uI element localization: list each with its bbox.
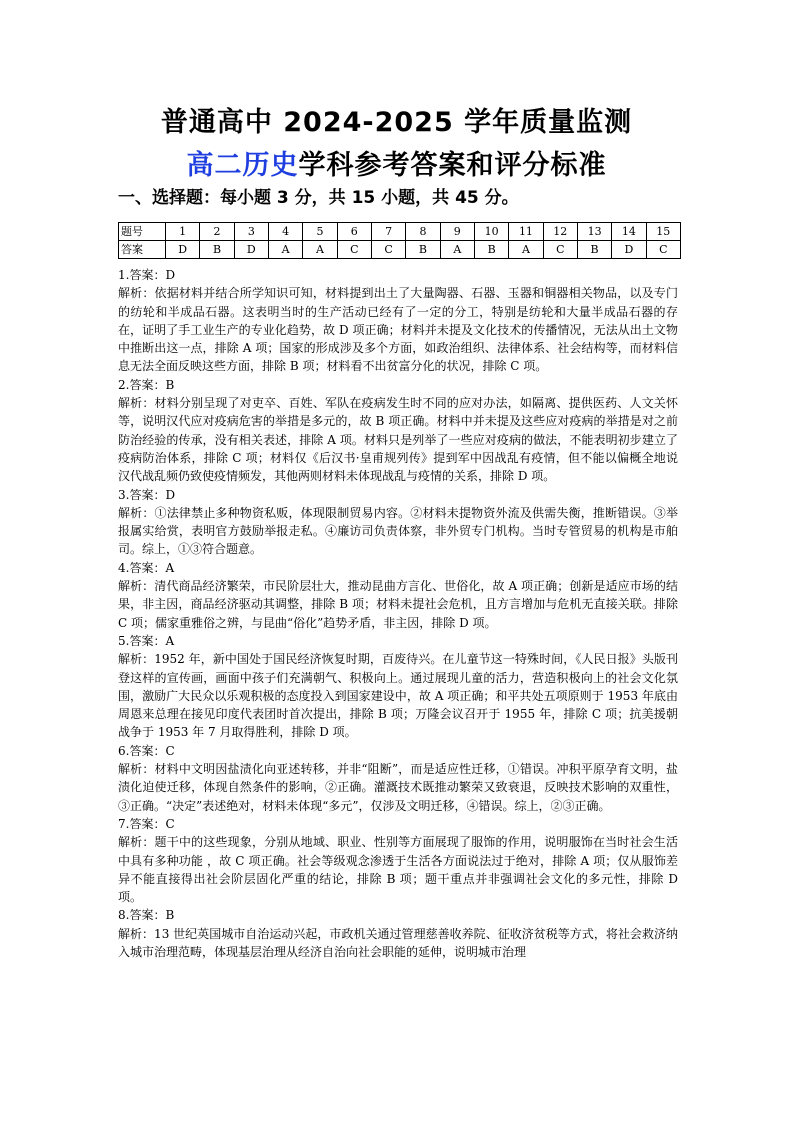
answer-cell: A xyxy=(440,241,474,259)
question-number-row xyxy=(119,223,681,241)
answer-row xyxy=(119,241,681,259)
answer-cell: C xyxy=(337,241,371,259)
question-number-cell: 6 xyxy=(337,223,371,241)
answer-line: 8.答案：B xyxy=(118,908,175,923)
analysis-paragraph: 解析：13 世纪英国城市自治运动兴起，市政机关通过管理慈善收养院、征收济贫税等方式，将社会救济纳入城市治理范畴，体现基层治理从经济自治向社会职能的延伸，说明城市治理 xyxy=(118,926,678,959)
answer-cell: A xyxy=(268,241,302,259)
question-number-cell: 12 xyxy=(543,223,577,241)
question-number-cell: 4 xyxy=(268,223,302,241)
question-number-cell: 3 xyxy=(234,223,268,241)
answer-cell: D xyxy=(166,241,200,259)
answer-line: 3.答案：D xyxy=(118,487,176,502)
analysis-paragraph: 解析：材料中文明因盐渍化向亚述转移，并非“阻断”，而是适应性迁移，①错误。冲积平原孕育文明，盐渍化迫使迁移，体现自然条件的影响，②正确。灌溉技术既推动繁荣又致衰退，反映技术影响的双重性，③正确。“决定”表述绝对，材料未体现“多元”，仅涉及文明迁移，④错误。综上，②③正确。 xyxy=(118,762,678,813)
question-number-cell: 14 xyxy=(612,223,646,241)
answer-cell: B xyxy=(406,241,440,259)
analysis-paragraph: 解析：①法律禁止多种物资私贩，体现限制贸易内容。②材料未提物资外流及供需失衡，推断错误。③举报属实给赏，表明官方鼓励举报走私。④廉访司负责体察，非外贸专门机构。当时专管贸易的机构是市舶司。综上，①③符合题意。 xyxy=(118,505,678,557)
answer-cell: C xyxy=(543,241,577,259)
document-subtitle xyxy=(0,143,793,182)
analysis-paragraph: 解析：清代商品经济繁荣，市民阶层壮大，推动昆曲方言化、世俗化，故 A 项正确；创新是适应市场的结果，非主因，商品经济驱动其调整，排除 B 项；材料未提社会危机，且方言增加与危机无直接关联。排除 C 项；儒家重雅俗之辨，与昆曲“俗化”趋势矛盾，非主因，排除 D 项。 xyxy=(118,579,678,630)
answer-cell: D xyxy=(234,241,268,259)
analysis-paragraph: 解析：材料分别呈现了对吏卒、百姓、军队在疫病发生时不同的应对办法，如隔离、提供医药、人文关怀等，说明汉代应对疫病危害的举措是多元的，故 B 项正确。材料中并未提及这些应对疫病的举措是对之前防治经验的传承，没有相关表述，排除 A 项。材料只是列举了一些应对疫病的做法，不能表明初步建立了疫病防治体系，排除 C 项；材料仅《后汉书·皇甫规列传》提到军中因战乱有疫情，但不能以偏概全地说汉代战乱频仍致使疫情频发，其他两则材料未体现战乱与疫情的关系，排除 D 项。 xyxy=(118,396,678,484)
question-number-cell: 13 xyxy=(577,223,611,241)
answer-line: 4.答案：A xyxy=(118,560,175,575)
analysis-paragraph: 解析：题干中的这些现象，分别从地域、职业、性别等方面展现了服饰的作用，说明服饰在当时社会生活中具有多种功能 ，故 C 项正确。社会等级观念渗透于生活各方面说法过于绝对，排除 A 项；仅从服饰差异不能直接得出社会阶层固化严重的结论，排除 B 项；题干重点并非强调社会文化的多元性，排除 D 项。 xyxy=(118,835,678,905)
answer-cell: A xyxy=(509,241,543,259)
answer-line: 5.答案：A xyxy=(118,633,175,648)
answer-line: 7.答案：C xyxy=(118,816,175,831)
answer-cell: A xyxy=(303,241,337,259)
question-number-cell: 15 xyxy=(646,223,680,241)
analysis-paragraph: 解析：依据材料并结合所学知识可知，材料提到出土了大量陶器、石器、玉器和铜器相关物品，以及专门的纺轮和半成品石器。这表明当时的生产活动已经有了一定的分工，特别是纺轮和大量半成品石器的存在，证明了手工业生产的专业化趋势，故 D 项正确；材料并未提及文化技术的传播情况，无法从出土文物中推断出这一点，排除 A 项；国家的形成涉及多个方面，如政治组织、法律体系、社会结构等，而材料信息无法全面反映这些方面，排除 B 项；材料看不出贫富分化的状况，排除 C 项。 xyxy=(118,286,678,374)
explanations xyxy=(118,266,678,961)
row-label-number: 题号 xyxy=(119,223,166,241)
answer-table xyxy=(118,222,681,259)
question-number-cell: 8 xyxy=(406,223,440,241)
answer-cell: B xyxy=(474,241,508,259)
answer-line: 2.答案：B xyxy=(118,377,175,392)
answer-cell: D xyxy=(612,241,646,259)
question-number-cell: 5 xyxy=(303,223,337,241)
answer-cell: B xyxy=(577,241,611,259)
answer-line: 6.答案：C xyxy=(118,743,175,758)
row-label-answer: 答案 xyxy=(119,241,166,259)
analysis-paragraph: 解析：1952 年，新中国处于国民经济恢复时期，百废待兴。在儿童节这一特殊时间，《人民日报》头版刊登这样的宣传画，画面中孩子们充满朝气、积极向上。通过展现儿童的活力，营造积极向上的社会文化氛围，激励广大民众以乐观积极的态度投入到国家建设中，故 A 项正确；和平共处五项原则于 1953 年底由周恩来总理在接见印度代表团时首次提出，排除 B 项；万隆会议召开于 1955 年，排除 C 项；抗美援朝战争于 1953 年 7 月取得胜利，排除 D 项。 xyxy=(118,652,678,740)
answer-cell: B xyxy=(200,241,234,259)
question-number-cell: 1 xyxy=(166,223,200,241)
answer-cell: C xyxy=(371,241,405,259)
answer-line: 1.答案：D xyxy=(118,268,176,282)
subject-highlight: 高二历史 xyxy=(186,150,299,181)
document-title: 普通高中 2024-2025 学年质量监测 xyxy=(160,107,633,138)
question-number-cell: 7 xyxy=(371,223,405,241)
subtitle-rest: 学科参考答案和评分标准 xyxy=(298,150,607,181)
question-number-cell: 11 xyxy=(509,223,543,241)
question-number-cell: 2 xyxy=(200,223,234,241)
question-number-cell: 10 xyxy=(474,223,508,241)
section-heading: 一、选择题：每小题 3 分，共 15 小题，共 45 分。 xyxy=(118,188,519,208)
answer-cell: C xyxy=(646,241,680,259)
question-number-cell: 9 xyxy=(440,223,474,241)
